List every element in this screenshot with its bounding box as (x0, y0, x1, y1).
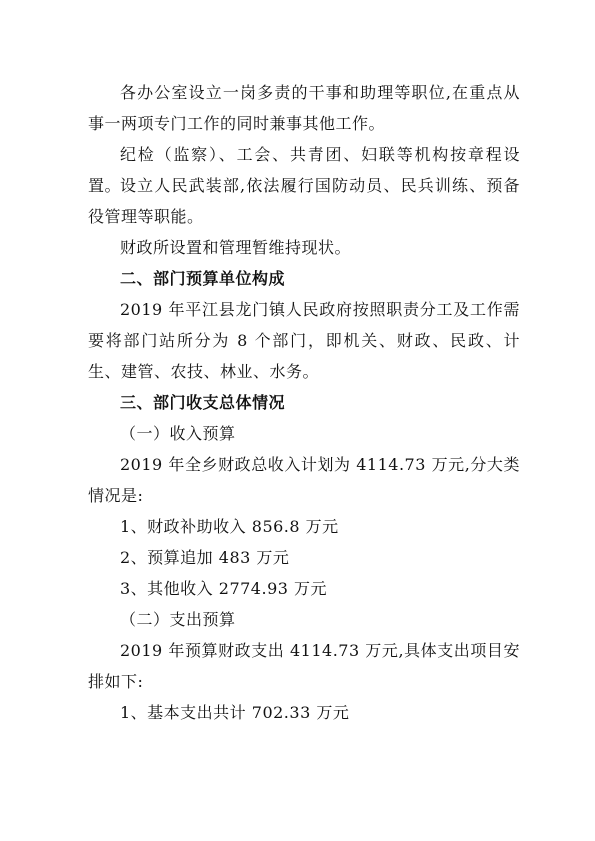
paragraph-finance-office: 财政所设置和管理暂维持现状。 (120, 238, 352, 257)
paragraph-income-total: 2019 年全乡财政总收入计划为 4114.73 万元,分大类情况是: (88, 455, 520, 505)
paragraph-expenditure-total: 2019 年预算财政支出 4114.73 万元,具体支出项目安排如下: (88, 641, 520, 691)
section-heading-income-expenditure: 三、部门收支总体情况 (120, 393, 286, 412)
list-item-budget-addition: 2、预算追加 483 万元 (120, 548, 290, 567)
paragraph-armed-forces: 设立人民武装部,依法履行国防动员、民兵训练、预备役管理等职能。 (88, 176, 520, 226)
paragraph-discipline-agencies: 纪检（监察）、工会、共青团、妇联等机构按章程设置。 (88, 145, 520, 195)
list-item-basic-expenditure: 1、基本支出共计 702.33 万元 (120, 703, 350, 722)
section-heading-unit-composition: 二、部门预算单位构成 (120, 269, 286, 288)
paragraph-office-positions: 各办公室设立一岗多责的干事和助理等职位,在重点从事一两项专门工作的同时兼事其他工作。 (88, 83, 520, 133)
list-item-subsidy-income: 1、财政补助收入 856.8 万元 (120, 517, 339, 536)
list-item-other-income: 3、其他收入 2774.93 万元 (120, 579, 328, 598)
paragraph-unit-composition: 2019 年平江县龙门镇人民政府按照职责分工及工作需要将部门站所分为 8 个部门，即机关、财政、民政、计生、建管、农技、林业、水务。 (88, 300, 520, 381)
subheading-income-budget: （一）收入预算 (120, 424, 236, 443)
subheading-expenditure-budget: （二）支出预算 (120, 610, 236, 629)
